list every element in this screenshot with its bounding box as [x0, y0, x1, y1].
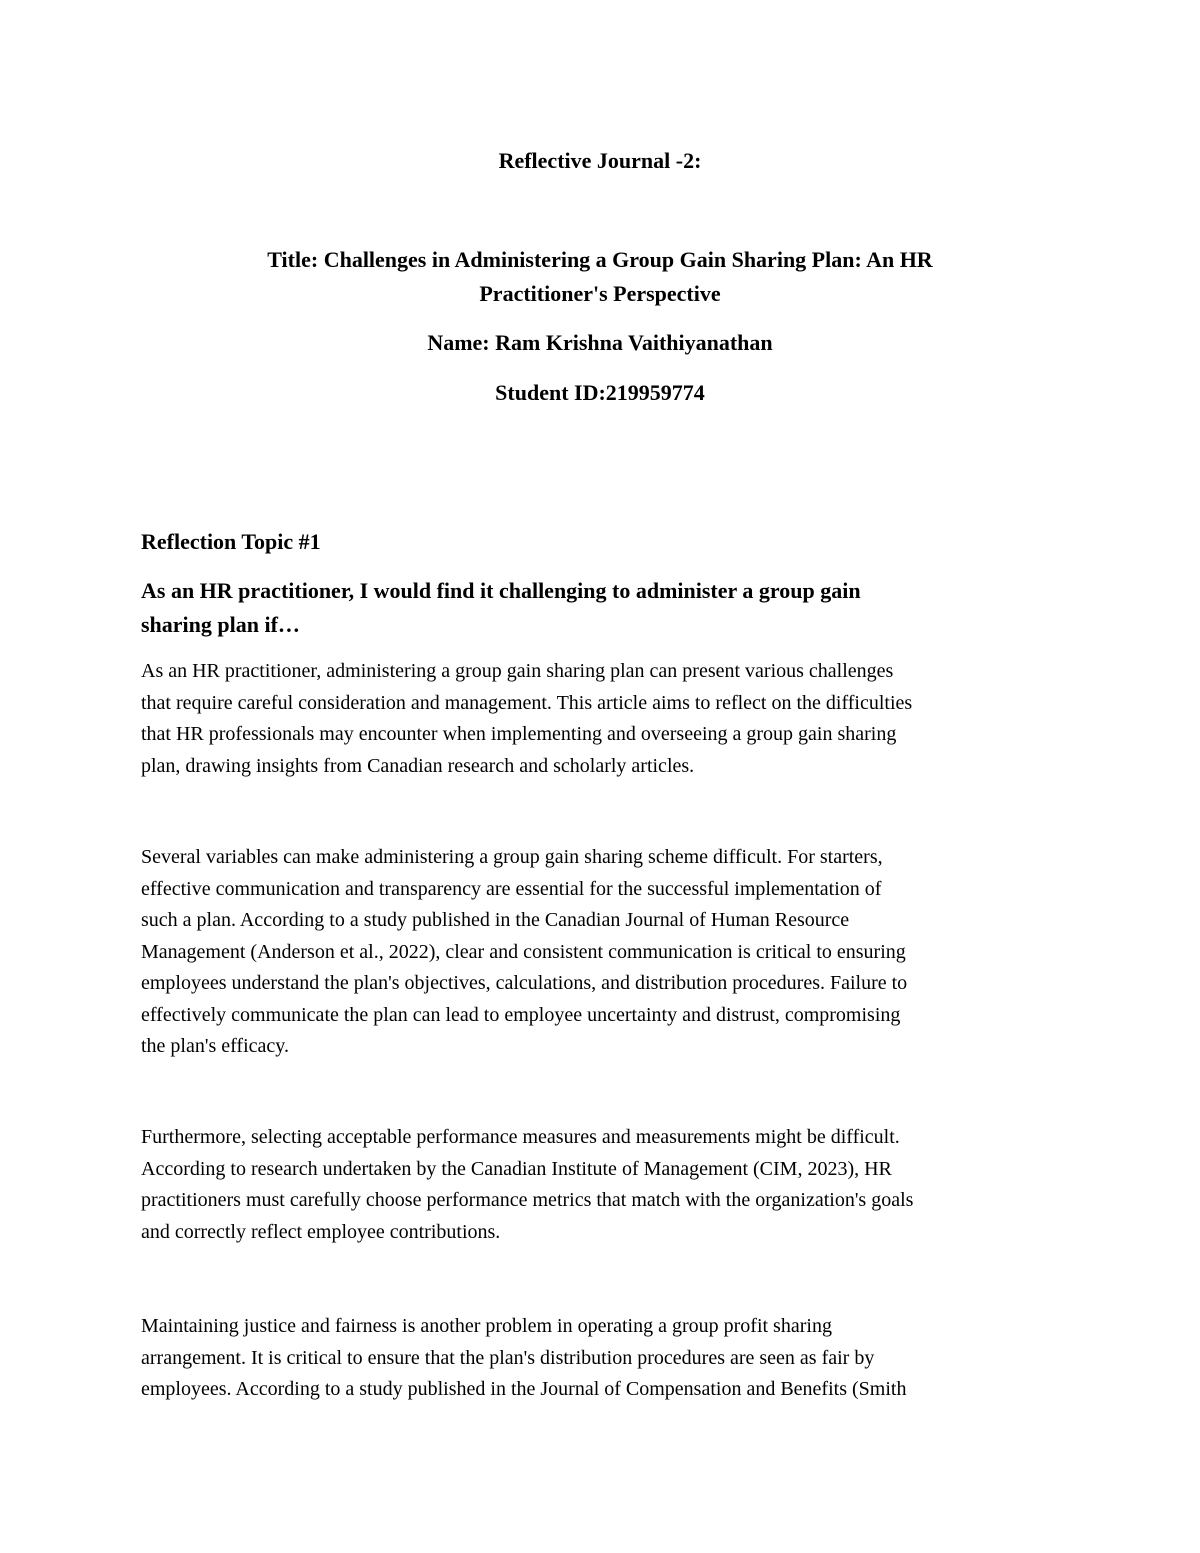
text-line: the plan's efficacy. [141, 1035, 289, 1057]
text-line: practitioners must carefully choose performance metrics that match with the organization's goals [141, 1189, 914, 1211]
reflection-topic-question [141, 574, 1061, 642]
text-line: Several variables can make administering a group gain sharing scheme difficult. For starters, [141, 846, 883, 868]
text-line: arrangement. It is critical to ensure that the plan's distribution procedures are seen as fair by [141, 1346, 875, 1369]
question-line-1: As an HR practitioner, I would find it challenging to administer a group gain [141, 578, 861, 603]
text-line: effective communication and transparency are essential for the successful implementation of [141, 877, 882, 900]
text-line: such a plan. According to a study published in the Canadian Journal of Human Resource [141, 909, 850, 931]
document-title-line-2: Practitioner's Perspective [479, 281, 721, 306]
text-line: Maintaining justice and fairness is another problem in operating a group profit sharing [141, 1315, 832, 1337]
text-line: employees understand the plan's objectives, calculations, and distribution procedures. Failure to [141, 972, 908, 994]
text-line: According to research undertaken by the Canadian Institute of Management (CIM, 2023), HR [141, 1157, 892, 1180]
text-line: As an HR practitioner, administering a group gain sharing plan can present various challenges [141, 660, 894, 682]
reflection-topic-heading-text: Reflection Topic #1 [141, 529, 321, 554]
text-line: Furthermore, selecting acceptable performance measures and measurements might be difficult. [141, 1126, 900, 1148]
student-id-text: Student ID:219959774 [495, 380, 705, 405]
document-title-line-1: Title: Challenges in Administering a Group Gain Sharing Plan: An HR [267, 247, 933, 272]
paragraph-communication [141, 842, 1061, 1063]
author-name-text: Name: Ram Krishna Vaithiyanathan [427, 330, 773, 355]
text-line: that HR professionals may encounter when implementing and overseeing a group gain sharing [141, 723, 897, 745]
student-id [150, 376, 1050, 410]
document-title [150, 243, 1050, 311]
journal-title-text: Reflective Journal -2: [498, 148, 702, 173]
text-line: plan, drawing insights from Canadian research and scholarly articles. [141, 754, 695, 777]
author-name [150, 326, 1050, 360]
text-line: effectively communicate the plan can lead to employee uncertainty and distrust, compromising [141, 1003, 901, 1026]
paragraph-intro [141, 656, 1061, 782]
paragraph-fairness [141, 1311, 1061, 1406]
text-line: Management (Anderson et al., 2022), clear and consistent communication is critical to ensuring [141, 940, 906, 963]
journal-title [150, 144, 1050, 178]
text-line: employees. According to a study published in the Journal of Compensation and Benefits (Smith [141, 1378, 907, 1400]
text-line: and correctly reflect employee contributions. [141, 1220, 501, 1243]
question-line-2: sharing plan if… [141, 612, 300, 637]
text-line: that require careful consideration and management. This article aims to reflect on the difficulties [141, 691, 913, 714]
paragraph-performance-measures [141, 1122, 1061, 1248]
reflection-topic-heading [141, 526, 1061, 558]
